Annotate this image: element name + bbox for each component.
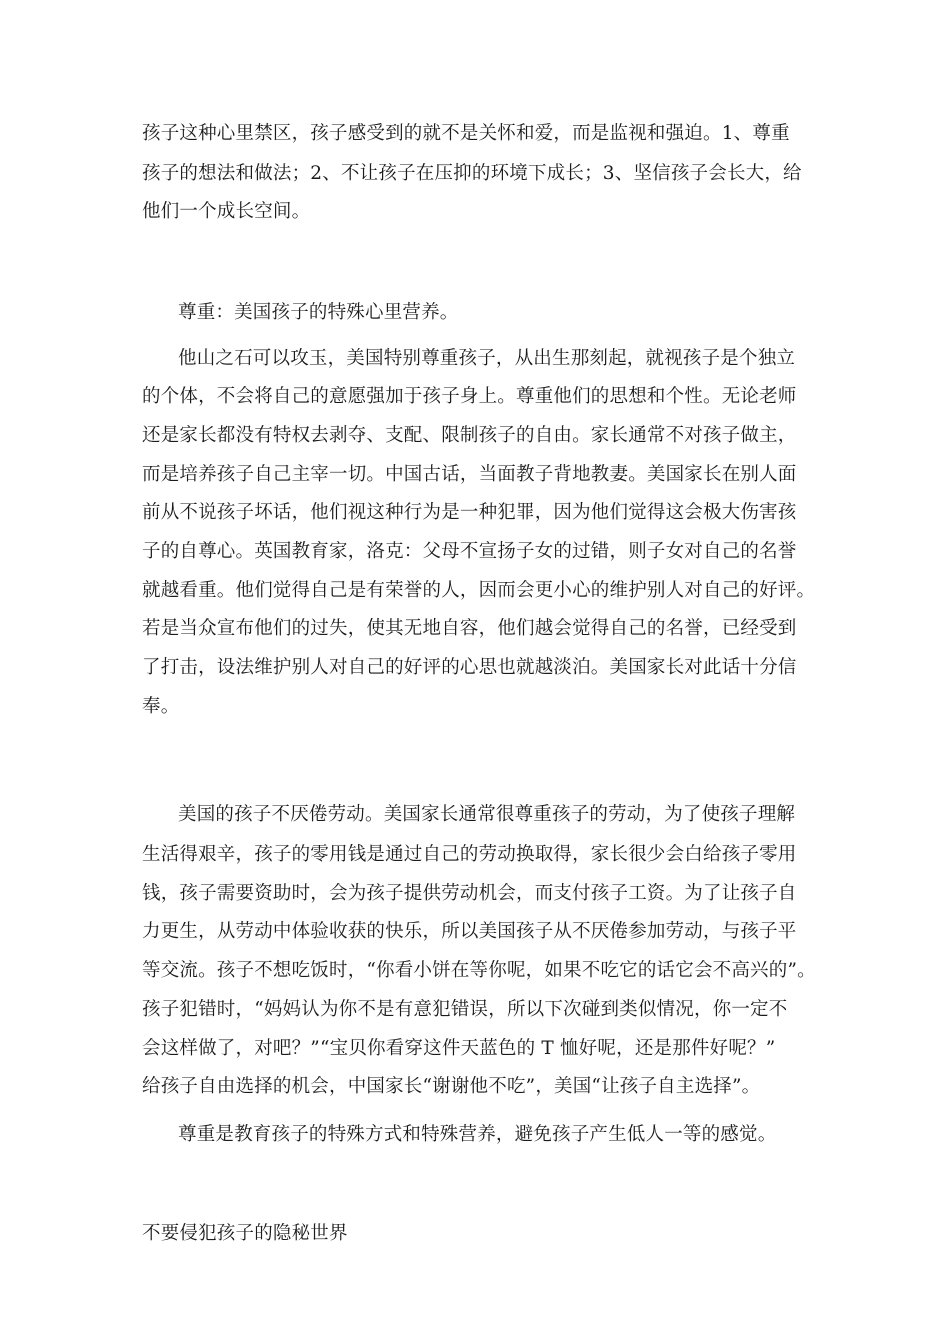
paragraph-line: 的个体，不会将自己的意愿强加于孩子身上。尊重他们的思想和个性。无论老师 <box>142 386 797 407</box>
paragraph-line: 还是家长都没有特权去剥夺、支配、限制孩子的自由。家长通常不对孩子做主， <box>142 425 797 446</box>
section-heading: 不要侵犯孩子的隐秘世界 <box>142 1223 348 1244</box>
section-heading: 尊重：美国孩子的特殊心里营养。 <box>178 302 459 323</box>
paragraph-line: 尊重是教育孩子的特殊方式和特殊营养，避免孩子产生低人一等的感觉。 <box>178 1124 777 1145</box>
paragraph-line: 他们一个成长空间。 <box>142 201 311 222</box>
paragraph-line: 若是当众宣布他们的过失，使其无地自容，他们越会觉得自己的名誉，已经受到 <box>142 618 797 639</box>
paragraph-line: 子的自尊心。英国教育家，洛克：父母不宣扬子女的过错，则子女对自己的名誉 <box>142 541 797 562</box>
paragraph-line: 孩子这种心里禁区，孩子感受到的就不是关怀和爱，而是监视和强迫。1、尊重 <box>142 123 790 144</box>
paragraph-line: 他山之石可以攻玉，美国特别尊重孩子，从出生那刻起，就视孩子是个独立 <box>178 348 796 369</box>
paragraph-line: 孩子的想法和做法；2、不让孩子在压抑的环境下成长；3、坚信孩子会长大，给 <box>142 163 802 184</box>
paragraph-line: 而是培养孩子自己主宰一切。中国古话，当面教子背地教妻。美国家长在别人面 <box>142 464 797 485</box>
paragraph-line: 前从不说孩子坏话，他们视这种行为是一种犯罪，因为他们觉得这会极大伤害孩 <box>142 502 797 523</box>
paragraph-line: 会这样做了，对吧？”“宝贝你看穿这件天蓝色的 T 恤好呢，还是那件好呢？” <box>142 1038 776 1059</box>
paragraph-line: 美国的孩子不厌倦劳动。美国家长通常很尊重孩子的劳动，为了使孩子理解 <box>178 804 796 825</box>
paragraph-line: 给孩子自由选择的机会，中国家长“谢谢他不吃”，美国“让孩子自主选择”。 <box>142 1076 761 1097</box>
paragraph-line: 就越看重。他们觉得自己是有荣誉的人，因而会更小心的维护别人对自己的好评。 <box>142 580 816 601</box>
paragraph-line: 等交流。孩子不想吃饭时，“你看小饼在等你呢，如果不吃它的话它会不高兴的”。 <box>142 960 816 981</box>
paragraph-line: 生活得艰辛，孩子的零用钱是通过自己的劳动换取得，家长很少会白给孩子零用 <box>142 844 797 865</box>
paragraph-line: 力更生，从劳动中体验收获的快乐，所以美国孩子从不厌倦参加劳动，与孩子平 <box>142 921 797 942</box>
paragraph-line: 孩子犯错时，“妈妈认为你不是有意犯错误，所以下次碰到类似情况，你一定不 <box>142 999 788 1020</box>
paragraph-line: 了打击，设法维护别人对自己的好评的心思也就越淡泊。美国家长对此话十分信 <box>142 657 797 678</box>
paragraph-line: 钱，孩子需要资助时，会为孩子提供劳动机会，而支付孩子工资。为了让孩子自 <box>142 883 797 904</box>
paragraph-line: 奉。 <box>142 696 180 717</box>
